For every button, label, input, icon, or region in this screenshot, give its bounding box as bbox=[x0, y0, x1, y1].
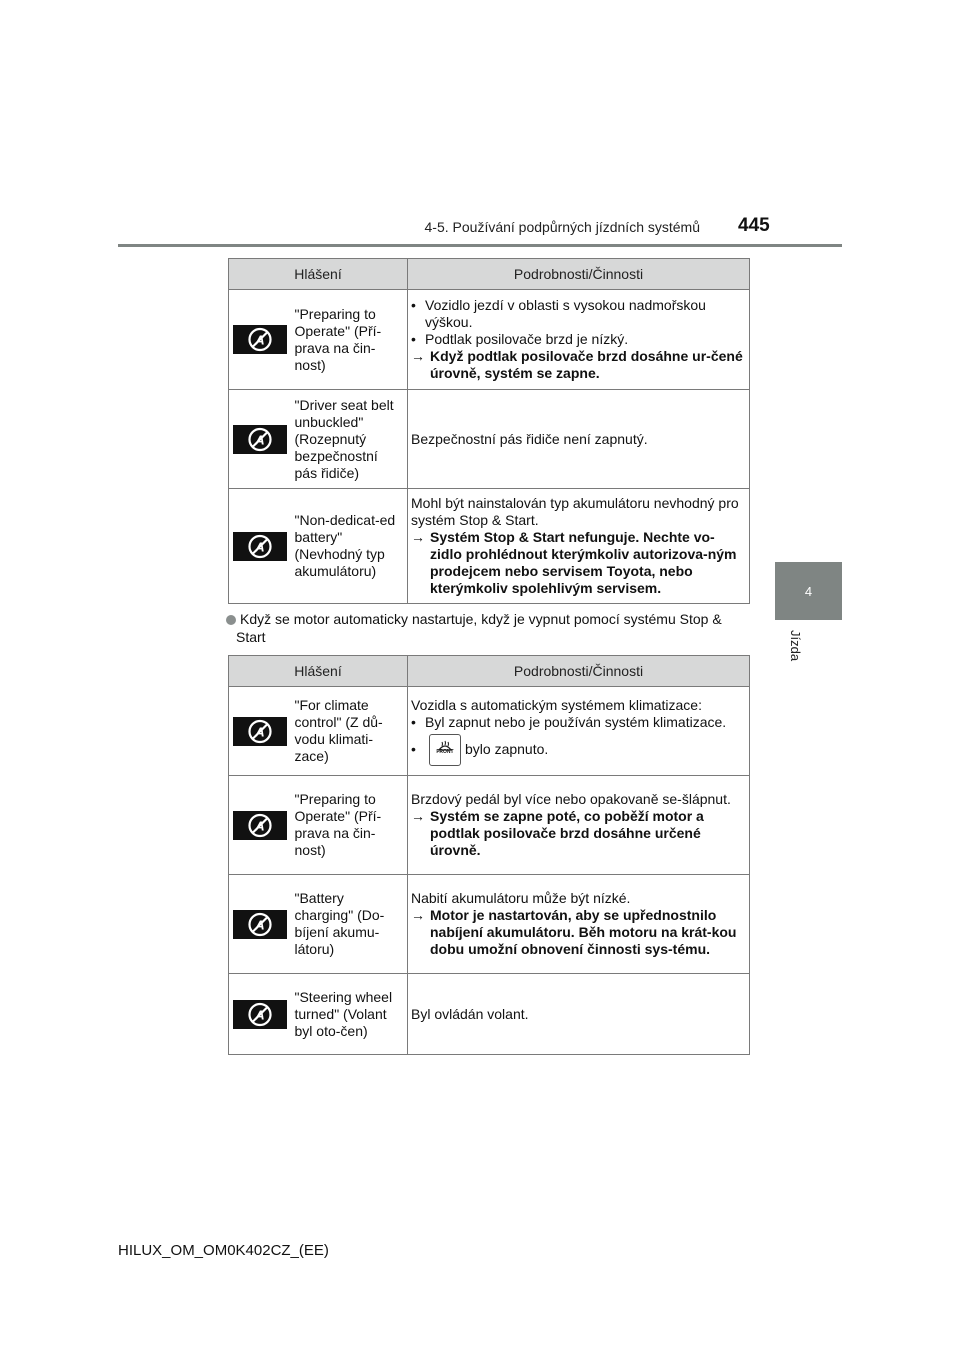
auto-stop-start-off-icon bbox=[233, 717, 287, 746]
front-button-label: FRONT bbox=[436, 748, 454, 755]
message-text: "Driver seat belt unbuckled" (Rozepnutý bezpečnostní pás řidiče) bbox=[291, 390, 408, 489]
detail-text: Bezpečnostní pás řidiče není zapnutý. bbox=[408, 390, 750, 489]
auto-stop-start-off-icon bbox=[233, 325, 287, 354]
detail-text: Nabití akumulátoru může být nízké. bbox=[411, 890, 631, 906]
auto-stop-start-off-icon bbox=[233, 1000, 287, 1029]
column-header-details: Podrobnosti/Činnosti bbox=[408, 259, 750, 290]
svg-text:A: A bbox=[255, 1007, 265, 1022]
front-defogger-button-icon bbox=[429, 734, 461, 766]
column-header-details: Podrobnosti/Činnosti bbox=[408, 656, 750, 687]
chapter-tab: 4 bbox=[775, 562, 842, 620]
bullet-note: Když se motor automaticky nastartuje, když je vypnut pomocí systému Stop & Start bbox=[236, 610, 752, 646]
column-header-message: Hlášení bbox=[229, 656, 408, 687]
section-title: 4-5. Používání podpůrných jízdních systémů bbox=[424, 219, 700, 235]
message-text: "Preparing to Operate" (Pří-prava na čin-nost) bbox=[291, 776, 408, 875]
detail-text: Byl ovládán volant. bbox=[408, 974, 750, 1055]
page-number: 445 bbox=[738, 215, 770, 236]
table-row bbox=[229, 290, 750, 390]
svg-text:A: A bbox=[255, 332, 265, 348]
action-text: → Když podtlak posilovače brzd dosáhne ur-čené úrovně, systém se zapne. bbox=[411, 348, 743, 381]
message-text: "Preparing to Operate" (Pří-prava na čin-nost) bbox=[291, 290, 408, 390]
message-text: "Non-dedicat-ed battery" (Nevhodný typ akumulátoru) bbox=[291, 489, 408, 604]
table-row bbox=[229, 875, 750, 974]
bullet-dot-icon bbox=[226, 615, 236, 625]
auto-stop-start-off-icon bbox=[233, 425, 287, 454]
table-row bbox=[229, 776, 750, 875]
table-row bbox=[229, 489, 750, 604]
svg-text:A: A bbox=[255, 917, 265, 932]
list-item: • FRONT bylo zapnuto. bbox=[411, 734, 743, 766]
list-item: • Podtlak posilovače brzd je nízký. bbox=[411, 331, 629, 347]
table-row bbox=[229, 974, 750, 1055]
detail-text: Brzdový pedál byl více nebo opakovaně se-šlápnut. bbox=[411, 791, 731, 807]
auto-stop-start-off-icon bbox=[233, 811, 287, 840]
header-rule bbox=[118, 244, 842, 247]
table-row bbox=[229, 687, 750, 776]
list-item: • Vozidlo jezdí v oblasti s vysokou nadmořskou výškou. bbox=[411, 297, 706, 330]
action-text: → Systém se zapne poté, co poběží motor a podtlak posilovače brzd dosáhne určené úrovně. bbox=[411, 808, 704, 858]
detail-text: Vozidla s automatickým systémem klimatizace: bbox=[411, 696, 702, 713]
table-row bbox=[229, 390, 750, 489]
chapter-label: Jízda bbox=[788, 630, 803, 662]
message-table-1 bbox=[228, 258, 750, 604]
message-text: "For climate control" (Z dů-vodu klimati-zace) bbox=[291, 687, 408, 776]
svg-text:A: A bbox=[255, 724, 265, 739]
document-code: HILUX_OM_OM0K402CZ_(EE) bbox=[118, 1242, 329, 1259]
svg-text:A: A bbox=[255, 539, 265, 554]
action-text: → Motor je nastartován, aby se upřednostnilo nabíjení akumulátoru. Běh motoru na krát-kou dobu umožní obnovení činnosti sys-tému. bbox=[411, 907, 737, 957]
svg-text:A: A bbox=[255, 818, 265, 833]
auto-stop-start-off-icon bbox=[233, 910, 287, 939]
auto-stop-start-off-icon bbox=[233, 532, 287, 561]
action-text: → Systém Stop & Start nefunguje. Nechte vo-zidlo prohlédnout kterýmkoliv autorizova-ným prodejcem nebo servisem Toyota, nebo kterýmkoliv spolehlivým servisem. bbox=[411, 529, 737, 596]
detail-text: Mohl být nainstalován typ akumulátoru nevhodný pro systém Stop & Start. bbox=[411, 495, 739, 528]
column-header-message: Hlášení bbox=[229, 259, 408, 290]
message-text: "Steering wheel turned" (Volant byl oto-čen) bbox=[291, 974, 408, 1055]
message-table-2 bbox=[228, 655, 750, 1055]
message-text: "Battery charging" (Do-bíjení akumu-látoru) bbox=[291, 875, 408, 974]
list-item: • Byl zapnut nebo je používán systém klimatizace. bbox=[411, 713, 727, 730]
svg-text:A: A bbox=[255, 432, 265, 447]
